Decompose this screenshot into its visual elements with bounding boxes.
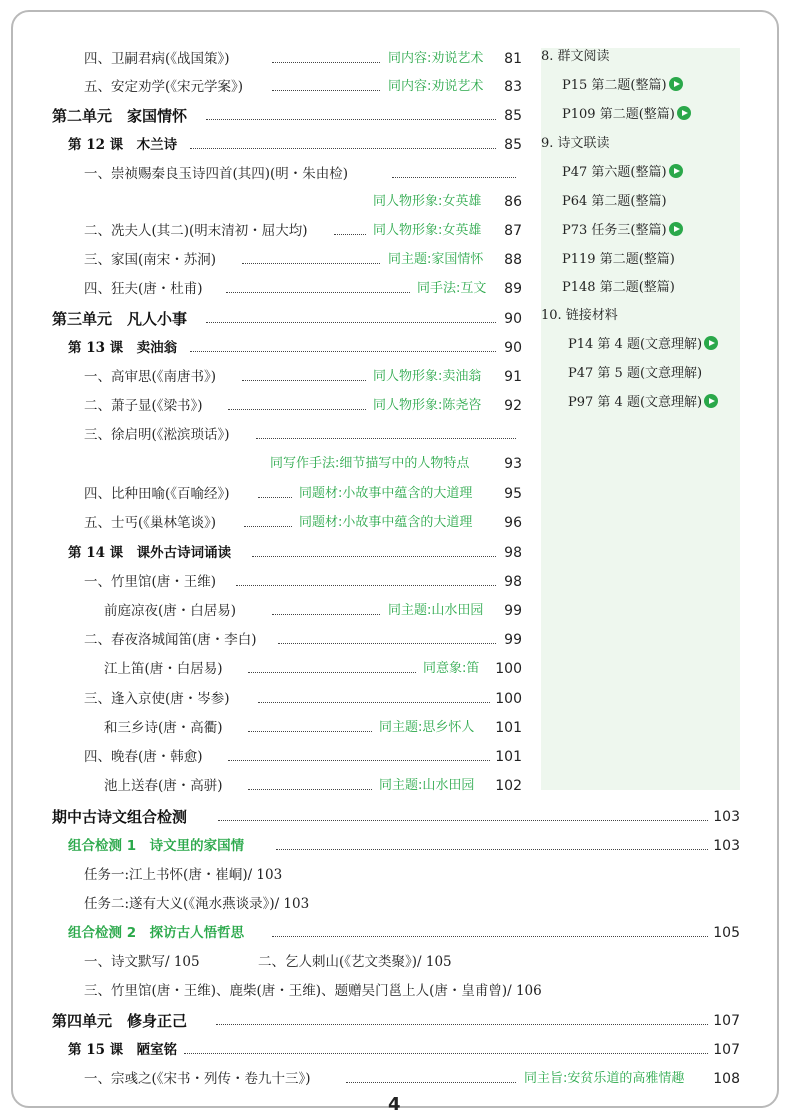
toc-entry-page: 101	[495, 749, 522, 765]
lesson-page: 85	[504, 137, 522, 153]
unit-title[interactable]: 第二单元 家国情怀	[52, 107, 188, 125]
toc-entry-tag: 同题材:小故事中蕴含的大道理	[299, 515, 473, 530]
dot-leader	[184, 1039, 708, 1061]
dot-leader	[242, 366, 366, 388]
dot-leader	[258, 483, 292, 505]
sidebar-link[interactable]: P47 第 5 题(文意理解)	[568, 366, 703, 381]
toc-entry-page: 87	[504, 223, 522, 239]
play-icon[interactable]	[669, 77, 683, 91]
dot-leader	[190, 134, 496, 156]
toc-entry-page: 98	[504, 574, 522, 590]
toc-entry-page: 92	[504, 398, 522, 414]
toc-entry-title[interactable]: 三、徐启明(《淞滨琐话》)	[84, 427, 230, 443]
toc-entry-tag: 同主旨:安贫乐道的高雅情趣	[524, 1071, 685, 1086]
dot-leader	[218, 806, 708, 828]
unit-page: 107	[713, 1013, 740, 1029]
toc-entry-tag: 同手法:互文	[417, 281, 487, 296]
dot-leader	[228, 395, 366, 417]
unit-page: 90	[504, 311, 522, 327]
toc-entry-tag: 同主题:思乡怀人	[379, 720, 475, 735]
toc-entry-title[interactable]: 四、狂夫(唐・杜甫)	[84, 281, 203, 297]
dot-leader	[272, 76, 380, 98]
sidebar-link[interactable]: P119 第二题(整篇)	[562, 252, 675, 267]
toc-entry-tag: 同意象:笛	[423, 661, 480, 676]
unit-title[interactable]: 第三单元 凡人小事	[52, 310, 188, 328]
play-icon[interactable]	[669, 222, 683, 236]
toc-entry-tag: 同人物形象:女英雄	[373, 194, 482, 209]
toc-entry-page: 88	[504, 252, 522, 268]
dot-leader	[334, 220, 366, 242]
toc-entry-title[interactable]: 二、春夜洛城闻笛(唐・李白)	[84, 632, 257, 648]
toc-entry-tag: 同主题:山水田园	[388, 603, 484, 618]
toc-entry-title[interactable]: 三、家国(南宋・苏泂)	[84, 252, 217, 268]
sidebar-heading: 10. 链接材料	[541, 308, 618, 323]
unit-page: 85	[504, 108, 522, 124]
toc-entry-page: 95	[504, 486, 522, 502]
toc-entry-tag: 同内容:劝说艺术	[388, 51, 484, 66]
dot-leader	[272, 48, 380, 70]
lesson-page: 90	[504, 340, 522, 356]
toc-entry-page: 102	[495, 778, 522, 794]
lesson-page: 98	[504, 545, 522, 561]
lesson-title[interactable]: 第 14 课 课外古诗词诵读	[68, 545, 232, 561]
sidebar-link[interactable]: P47 第六题(整篇)	[562, 162, 683, 184]
toc-entry-page: 99	[504, 632, 522, 648]
sidebar-heading: 8. 群文阅读	[541, 49, 610, 64]
play-icon[interactable]	[677, 106, 691, 120]
lesson-title[interactable]: 第 15 课 陋室铭	[68, 1042, 178, 1058]
toc-entry-title[interactable]: 一、宗彧之(《宋书・列传・卷九十三》)	[84, 1071, 311, 1087]
dot-leader	[226, 278, 410, 300]
toc-entry-title[interactable]: 一、竹里馆(唐・王维)	[84, 574, 217, 590]
toc-entry-page: 91	[504, 369, 522, 385]
dot-leader	[346, 1068, 516, 1090]
toc-entry-page: 100	[495, 661, 522, 677]
toc-entry-page: 96	[504, 515, 522, 531]
sidebar-heading: 9. 诗文联读	[541, 136, 610, 151]
dot-leader	[252, 542, 496, 564]
dot-leader	[248, 775, 372, 797]
dot-leader	[236, 571, 496, 593]
dot-leader	[278, 629, 496, 651]
dot-leader	[276, 835, 708, 857]
toc-entry-title[interactable]: 二、冼夫人(其二)(明末清初・屈大均)	[84, 223, 308, 239]
toc-entry-tag: 同内容:劝说艺术	[388, 79, 484, 94]
toc-entry-title[interactable]: 二、萧子显(《梁书》)	[84, 398, 203, 414]
toc-entry-page: 101	[495, 720, 522, 736]
dot-leader	[206, 105, 496, 127]
sidebar-link[interactable]: P15 第二题(整篇)	[562, 75, 683, 97]
task-entry[interactable]: 三、竹里馆(唐・王维)、鹿柴(唐・王维)、题赠吴门邕上人(唐・皇甫曾)/ 106	[84, 983, 542, 999]
toc-entry-tag: 同人物形象:卖油翁	[373, 369, 482, 384]
dot-leader	[228, 746, 490, 768]
lesson-title[interactable]: 第 12 课 木兰诗	[68, 137, 178, 153]
toc-entry-title[interactable]: 一、高审思(《南唐书》)	[84, 369, 217, 385]
sidebar-panel	[541, 48, 740, 790]
play-icon[interactable]	[669, 164, 683, 178]
toc-entry-page: 99	[504, 603, 522, 619]
toc-entry-tag: 同主题:山水田园	[379, 778, 475, 793]
toc-entry-page: 93	[504, 456, 522, 472]
toc-entry-page: 89	[504, 281, 522, 297]
toc-entry-title[interactable]: 前庭凉夜(唐・白居易)	[104, 603, 237, 619]
play-icon[interactable]	[704, 394, 718, 408]
toc-entry-page: 108	[713, 1071, 740, 1087]
sidebar-link[interactable]: P64 第二题(整篇)	[562, 194, 667, 209]
toc-entry-tag: 同人物形象:女英雄	[373, 223, 482, 238]
toc-entry-page: 86	[504, 194, 522, 210]
dot-leader	[190, 337, 496, 359]
lesson-title[interactable]: 第 13 课 卖油翁	[68, 340, 178, 356]
task-entry[interactable]: 任务一:江上书怀(唐・崔峒)/ 103	[84, 867, 283, 883]
dot-leader	[256, 424, 516, 446]
toc-entry-title[interactable]: 四、晚春(唐・韩愈)	[84, 749, 203, 765]
task-entry[interactable]: 一、诗文默写/ 105	[84, 954, 200, 970]
sidebar-link[interactable]: P97 第 4 题(文意理解)	[568, 392, 718, 414]
combo-test-title[interactable]: 组合检测 1 诗文里的家国情	[68, 838, 245, 854]
dot-leader	[244, 512, 292, 534]
dot-leader	[258, 688, 490, 710]
midterm-page: 103	[713, 809, 740, 825]
dot-leader	[392, 163, 516, 185]
toc-entry-title[interactable]: 和三乡诗(唐・高衢)	[104, 720, 223, 736]
toc-entry-title[interactable]: 池上送春(唐・高骈)	[104, 778, 223, 794]
midterm-title[interactable]: 期中古诗文组合检测	[52, 808, 188, 826]
toc-entry-tag: 同主题:家国情怀	[388, 252, 484, 267]
sidebar-link[interactable]: P109 第二题(整篇)	[562, 104, 691, 126]
toc-entry-title[interactable]: 江上笛(唐・白居易)	[104, 661, 223, 677]
toc-entry-page: 83	[504, 79, 522, 95]
dot-leader	[242, 249, 380, 271]
toc-entry-title[interactable]: 一、崇祯赐秦良玉诗四首(其四)(明・朱由检)	[84, 166, 349, 182]
toc-entry-tag: 同题材:小故事中蕴含的大道理	[299, 486, 473, 501]
combo-test-page: 103	[713, 838, 740, 854]
toc-entry-title[interactable]: 五、安定劝学(《宋元学案》)	[84, 79, 244, 95]
combo-test-title[interactable]: 组合检测 2 探访古人悟哲思	[68, 925, 245, 941]
lesson-page: 107	[713, 1042, 740, 1058]
toc-entry-title[interactable]: 四、卫嗣君病(《战国策》)	[84, 51, 230, 67]
dot-leader	[248, 717, 372, 739]
sidebar-link[interactable]: P14 第 4 题(文意理解)	[568, 334, 718, 356]
dot-leader	[248, 658, 416, 680]
combo-test-page: 105	[713, 925, 740, 941]
task-entry[interactable]: 二、乞人刺山(《艺文类聚》)/ 105	[258, 954, 452, 970]
play-icon[interactable]	[704, 336, 718, 350]
unit-title[interactable]: 第四单元 修身正己	[52, 1012, 188, 1030]
task-entry[interactable]: 任务二:遂有大义(《渑水燕谈录》)/ 103	[84, 896, 310, 912]
toc-entry-page: 100	[495, 691, 522, 707]
page-number: 4	[388, 1094, 401, 1115]
toc-entry-page: 81	[504, 51, 522, 67]
sidebar-link[interactable]: P73 任务三(整篇)	[562, 220, 683, 242]
dot-leader	[206, 308, 496, 330]
toc-entry-title[interactable]: 五、士丐(《巢林笔谈》)	[84, 515, 217, 531]
dot-leader	[216, 1010, 708, 1032]
sidebar-link[interactable]: P148 第二题(整篇)	[562, 280, 675, 295]
toc-entry-tag: 同写作手法:细节描写中的人物特点	[270, 456, 470, 471]
dot-leader	[272, 600, 380, 622]
dot-leader	[272, 922, 708, 944]
toc-entry-title[interactable]: 三、逢入京使(唐・岑参)	[84, 691, 230, 707]
toc-entry-title[interactable]: 四、比种田喻(《百喻经》)	[84, 486, 230, 502]
toc-entry-tag: 同人物形象:陈尧咨	[373, 398, 482, 413]
